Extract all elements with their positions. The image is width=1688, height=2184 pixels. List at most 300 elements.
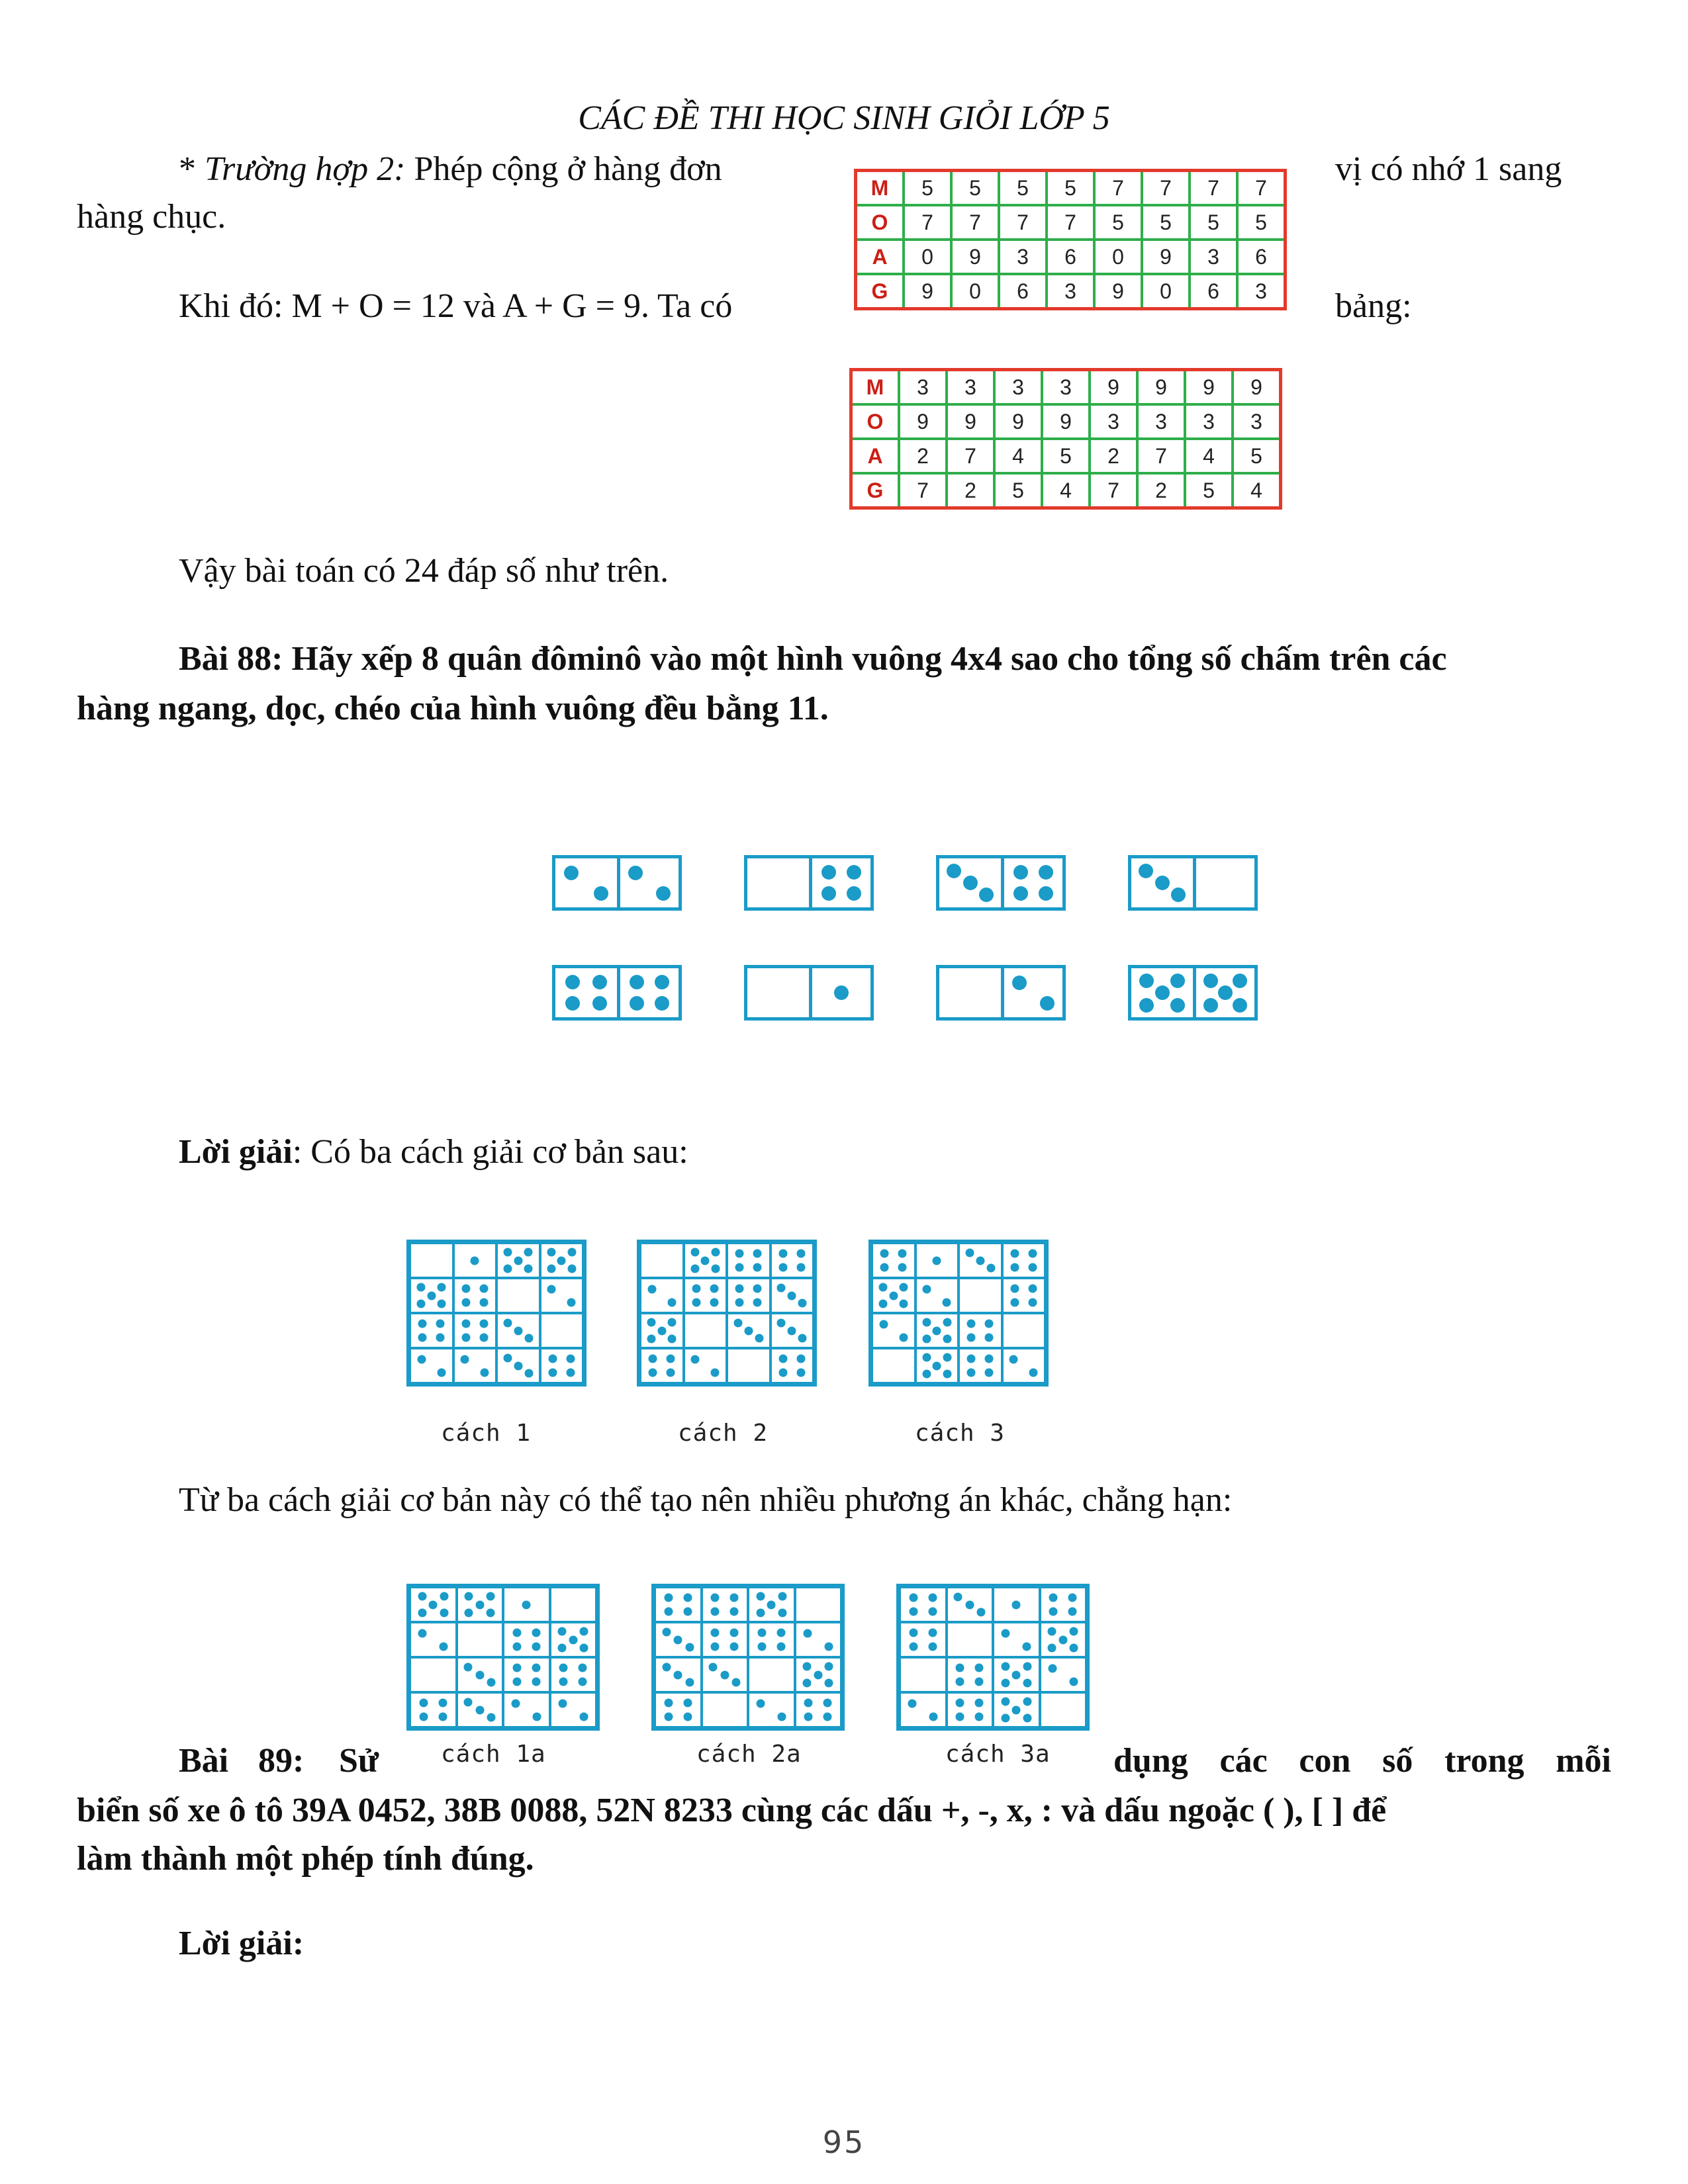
grid-cell (503, 1692, 550, 1727)
dot (1001, 1713, 1009, 1722)
dot (692, 1298, 700, 1307)
grid-cell (410, 1348, 453, 1383)
grid-cell (915, 1313, 959, 1348)
table1-cell: 0 (904, 240, 951, 274)
dot (566, 1369, 575, 1377)
table1-cell: 7 (999, 205, 1047, 240)
dot (567, 1248, 576, 1257)
case2-line3-right: bảng: (1335, 287, 1412, 325)
dot (1171, 887, 1186, 902)
grid-cell (795, 1657, 842, 1692)
dot (753, 1263, 762, 1272)
table2-cell: 5 (1185, 473, 1233, 508)
table2-cell: 2 (947, 473, 994, 508)
dot (514, 1361, 522, 1370)
dot (514, 1326, 522, 1335)
dot (565, 996, 580, 1011)
bai89-line2: biển số xe ô tô 39A 0452, 38B 0088, 52N 8233 cùng các dấu +, -, x, : và dấu ngoặc ( ), [ ] để (77, 1792, 1387, 1829)
domino-half (555, 858, 617, 907)
dot (720, 1670, 729, 1679)
dot (1012, 1670, 1021, 1679)
table1-cell: 5 (1142, 205, 1190, 240)
domino-half (555, 968, 617, 1017)
dot (796, 1249, 805, 1257)
table2-cell: 3 (1090, 404, 1137, 439)
dot (1139, 864, 1153, 878)
dot (967, 1369, 976, 1377)
dot (417, 1283, 426, 1292)
dot (465, 1592, 473, 1601)
grid-cell (410, 1622, 457, 1657)
dot (464, 1698, 473, 1706)
dot (757, 1628, 766, 1637)
dot (655, 996, 669, 1011)
page-number: 95 (822, 2124, 866, 2160)
grid-cell (550, 1692, 597, 1727)
grid-cell (457, 1657, 504, 1692)
dot (757, 1699, 765, 1707)
bai88-line2: hàng ngang, dọc, chéo của hình vuông đều bằng 11. (77, 690, 829, 727)
dot (514, 1256, 522, 1265)
grid-cell (993, 1587, 1040, 1622)
dot (479, 1298, 488, 1307)
domino-half (617, 968, 679, 1017)
dot (709, 1662, 718, 1671)
dot (475, 1706, 484, 1714)
grid-cell (503, 1657, 550, 1692)
grid-cell (1040, 1622, 1087, 1657)
table1-cell: 7 (1190, 171, 1237, 206)
dot (1010, 1249, 1019, 1257)
dot (798, 1334, 807, 1343)
bai89-word-1: Bài (179, 1742, 229, 1780)
dot (579, 1713, 588, 1721)
dot (630, 996, 644, 1011)
grid-cell (457, 1587, 504, 1622)
dot (566, 1354, 575, 1363)
dot (532, 1663, 540, 1672)
grid-label-3a: cách 3a (945, 1741, 1051, 1768)
dot (668, 1318, 677, 1327)
grid-cell (748, 1622, 795, 1657)
bai89-line1-right: dụng các con số trong mỗi (1113, 1742, 1611, 1780)
dot (711, 1593, 720, 1602)
dot (1012, 1706, 1021, 1714)
table2-cell: 7 (947, 439, 994, 473)
dot (880, 1263, 889, 1272)
table2-cell: 9 (1042, 404, 1090, 439)
domino-half (1131, 858, 1193, 907)
table1-cell: A (856, 240, 904, 274)
dot (796, 1369, 805, 1377)
domino-tile (1128, 965, 1258, 1021)
table1-cell: O (856, 205, 904, 240)
dot (824, 1643, 833, 1651)
grid-cell (771, 1243, 814, 1278)
dot (558, 1627, 567, 1636)
dot (512, 1643, 521, 1651)
dot (438, 1299, 446, 1308)
grid-cell (410, 1243, 453, 1278)
grid-cell (496, 1348, 540, 1383)
grid-cell (410, 1278, 453, 1313)
table2-cell: 4 (1185, 439, 1233, 473)
dot (418, 1334, 427, 1342)
dot (847, 865, 861, 880)
dot (1039, 865, 1053, 880)
case2-star: * (179, 150, 205, 188)
dot (909, 1593, 917, 1602)
dot (711, 1643, 720, 1651)
table1-cell: 9 (1094, 274, 1142, 309)
dot (461, 1284, 470, 1293)
dot (730, 1608, 739, 1616)
solution-grid (406, 1240, 586, 1387)
dot (977, 1608, 986, 1617)
dot (823, 1713, 832, 1721)
dot (558, 1643, 567, 1652)
dot (567, 1298, 576, 1307)
dot (778, 1354, 787, 1363)
dot (674, 1635, 682, 1644)
solution2-label: Lời giải: (179, 1925, 305, 1962)
dot (933, 1361, 941, 1370)
from-text: Từ ba cách giải cơ bản này có thể tạo nên nhiều phương án khác, chẳng hạn: (179, 1481, 1233, 1519)
domino-tile (552, 855, 682, 911)
dot (548, 1354, 557, 1363)
grid-cell (795, 1622, 842, 1657)
grid-cell (1040, 1692, 1087, 1727)
table2-cell: 3 (1185, 404, 1233, 439)
dot (1002, 1629, 1010, 1637)
dot (898, 1263, 907, 1272)
table1-cell: 0 (1142, 274, 1190, 309)
table2-cell: 9 (947, 404, 994, 439)
dot (547, 1264, 555, 1273)
dot (662, 1662, 671, 1671)
table1-cell: 5 (1047, 171, 1094, 206)
dot (1058, 1635, 1067, 1644)
table1-cell: 5 (999, 171, 1047, 206)
grid-cell (550, 1587, 597, 1622)
dot (879, 1283, 888, 1292)
dot (503, 1353, 512, 1362)
grid-cell (993, 1657, 1040, 1692)
dot (803, 1678, 812, 1687)
dot (559, 1678, 568, 1686)
dot (956, 1713, 964, 1721)
dot (933, 1256, 941, 1265)
table1-cell: G (856, 274, 904, 309)
conclusion-text: Vậy bài toán có 24 đáp số như trên. (179, 552, 669, 590)
table1-cell: 7 (1094, 171, 1142, 206)
dot (1013, 865, 1028, 880)
dot (1068, 1608, 1077, 1616)
dot (711, 1248, 720, 1257)
dot (880, 1249, 889, 1257)
table1-cell: 3 (1047, 274, 1094, 309)
dot (1028, 1249, 1037, 1257)
dot (821, 886, 836, 901)
grid-cell (727, 1278, 771, 1313)
grid-cell (900, 1692, 947, 1727)
grid-cell (959, 1313, 1002, 1348)
table2-cell: 7 (1137, 439, 1185, 473)
grid-cell (540, 1243, 584, 1278)
dot (778, 1592, 786, 1601)
table2-cell: 9 (899, 404, 947, 439)
table2-row (851, 404, 1281, 439)
grid-cell (684, 1348, 727, 1383)
dot (1203, 998, 1218, 1013)
dot (512, 1699, 520, 1707)
dot (683, 1698, 692, 1707)
table2-cell: 3 (994, 370, 1042, 405)
dot (733, 1318, 742, 1327)
dot (909, 1608, 917, 1616)
grid-cell (684, 1278, 727, 1313)
grid-cell (771, 1313, 814, 1348)
dot (1010, 1298, 1019, 1307)
dot (730, 1628, 739, 1637)
table2-row (851, 439, 1281, 473)
solution-label: Lời giải (179, 1133, 293, 1171)
dot (685, 1643, 694, 1652)
dot (579, 1663, 587, 1672)
dot (524, 1264, 533, 1273)
dot (735, 1298, 744, 1307)
dot (479, 1319, 488, 1328)
dot (461, 1355, 469, 1363)
dot (685, 1678, 694, 1687)
table2-cell: 9 (1185, 370, 1233, 405)
grid-label-3: cách 3 (915, 1420, 1006, 1447)
table1-row (856, 205, 1286, 240)
dot (711, 1369, 720, 1377)
dot (788, 1326, 796, 1335)
dot (922, 1369, 931, 1378)
table1-row (856, 274, 1286, 309)
grid-cell (959, 1243, 1002, 1278)
grid-cell (771, 1278, 814, 1313)
dot (667, 1298, 676, 1307)
grid-cell (496, 1278, 540, 1313)
dot (649, 1369, 657, 1377)
dot (649, 1354, 657, 1363)
grid-cell (727, 1243, 771, 1278)
dot (778, 1608, 786, 1617)
dot (967, 1354, 976, 1363)
dot (975, 1678, 984, 1686)
dot (956, 1663, 964, 1672)
dot (1139, 974, 1154, 988)
dot (985, 1354, 994, 1363)
table1-cell: 5 (951, 171, 999, 206)
table1-cell: 9 (1142, 240, 1190, 274)
grid-cell (993, 1692, 1040, 1727)
dot (427, 1291, 436, 1300)
grid-label-2: cách 2 (678, 1420, 769, 1447)
dot (796, 1263, 805, 1272)
dot (418, 1592, 426, 1601)
table1-cell: 6 (999, 274, 1047, 309)
letter-table-1 (854, 169, 1287, 310)
dot (664, 1593, 673, 1602)
table2-cell: 9 (1233, 370, 1281, 405)
table1-cell: 0 (951, 274, 999, 309)
grid-cell (457, 1692, 504, 1727)
grid-cell (1002, 1278, 1046, 1313)
grid-cell (410, 1692, 457, 1727)
dot (690, 1248, 699, 1257)
dot (481, 1369, 489, 1377)
grid-cell (453, 1243, 497, 1278)
dot (975, 1698, 984, 1707)
dot (1023, 1643, 1031, 1651)
dot (504, 1248, 512, 1257)
table2-cell: 2 (899, 439, 947, 473)
dot (548, 1369, 557, 1377)
table2-cell: 2 (1137, 473, 1185, 508)
table2-cell: 3 (947, 370, 994, 405)
table2-cell: 4 (994, 439, 1042, 473)
grid-label-2a: cách 2a (696, 1741, 802, 1768)
dot (417, 1299, 426, 1308)
dot (963, 876, 978, 890)
dot (667, 1369, 675, 1377)
table2-cell: 3 (1233, 404, 1281, 439)
case2-line2: hàng chục. (77, 198, 226, 236)
dot (943, 1353, 951, 1362)
dot (1218, 985, 1233, 1000)
dot (778, 1713, 786, 1721)
domino-half (939, 858, 1001, 907)
dot (776, 1628, 785, 1637)
page-header: CÁC ĐỀ THI HỌC SINH GIỎI LỚP 5 (578, 99, 1110, 137)
table2-cell: 9 (1137, 370, 1185, 405)
table1-cell: 5 (1237, 205, 1286, 240)
dot (1170, 998, 1185, 1013)
dot (1009, 1355, 1018, 1363)
dot (565, 975, 580, 989)
grid-cell (410, 1313, 453, 1348)
grid-cell (640, 1243, 684, 1278)
dot (579, 1678, 587, 1686)
dot (1070, 1643, 1078, 1652)
dot (909, 1628, 917, 1637)
table2-cell: 5 (994, 473, 1042, 508)
dot (803, 1662, 812, 1671)
dot (438, 1698, 447, 1707)
bai89-line3: làm thành một phép tính đúng. (77, 1840, 534, 1878)
bai89-word-2: 89: (258, 1742, 305, 1780)
dot (475, 1670, 484, 1679)
dot (1233, 974, 1247, 988)
dot (533, 1713, 541, 1721)
grid-cell (993, 1622, 1040, 1657)
dot (879, 1299, 888, 1308)
dot (1023, 1678, 1031, 1687)
grid-cell (748, 1657, 795, 1692)
table2-cell: 7 (1090, 473, 1137, 508)
dot (628, 866, 643, 880)
case2-line1-right: vị có nhớ 1 sang (1335, 150, 1562, 188)
dot (592, 975, 607, 989)
dot (908, 1699, 917, 1707)
dot (735, 1284, 744, 1293)
dot (804, 1713, 813, 1721)
domino-half (809, 968, 870, 1017)
dot (547, 1248, 555, 1257)
dot (898, 1249, 907, 1257)
dot (436, 1334, 445, 1342)
dot (664, 1608, 673, 1616)
grid-cell (900, 1622, 947, 1657)
domino-half (1001, 968, 1062, 1017)
grid-cell (702, 1587, 749, 1622)
grid-cell (640, 1313, 684, 1348)
grid-cell (640, 1348, 684, 1383)
dot (479, 1334, 488, 1342)
dot (437, 1369, 445, 1377)
table2-cell: 9 (994, 404, 1042, 439)
table1-cell: 3 (1237, 274, 1286, 309)
table1-cell: 5 (1094, 205, 1142, 240)
dot (1155, 876, 1170, 890)
variant-grid (651, 1584, 845, 1731)
dot (1048, 1643, 1056, 1652)
domino-tile (936, 965, 1066, 1021)
case2-label: Trường hợp 2: (205, 150, 406, 188)
grid-cell (496, 1243, 540, 1278)
table1-cell: 7 (904, 205, 951, 240)
grid-cell (540, 1313, 584, 1348)
dot (757, 1643, 766, 1651)
dot (756, 1592, 765, 1601)
grid-cell (915, 1348, 959, 1383)
domino-half (809, 858, 870, 907)
table2-cell: 9 (1090, 370, 1137, 405)
dot (567, 1264, 576, 1273)
grid-cell (457, 1622, 504, 1657)
dot (438, 1713, 447, 1721)
dot (524, 1369, 533, 1378)
dot (1013, 886, 1028, 901)
letter-table-2 (849, 368, 1282, 510)
grid-cell (655, 1622, 702, 1657)
dot (814, 1670, 822, 1679)
dot (756, 1608, 765, 1617)
grid-cell (872, 1278, 915, 1313)
dot (558, 1699, 567, 1707)
table1-cell: 9 (904, 274, 951, 309)
dot (674, 1670, 682, 1679)
dot (710, 1298, 718, 1307)
dot (504, 1264, 512, 1273)
dot (487, 1608, 495, 1617)
dot (956, 1698, 964, 1707)
dot (683, 1593, 692, 1602)
dot (976, 1256, 984, 1265)
grid-cell (453, 1348, 497, 1383)
table1-cell: 7 (1047, 205, 1094, 240)
dot (755, 1334, 763, 1343)
dot (967, 1319, 976, 1328)
dot (475, 1600, 484, 1609)
grid-cell (915, 1278, 959, 1313)
dot (1155, 985, 1170, 1000)
dot (647, 1334, 656, 1343)
